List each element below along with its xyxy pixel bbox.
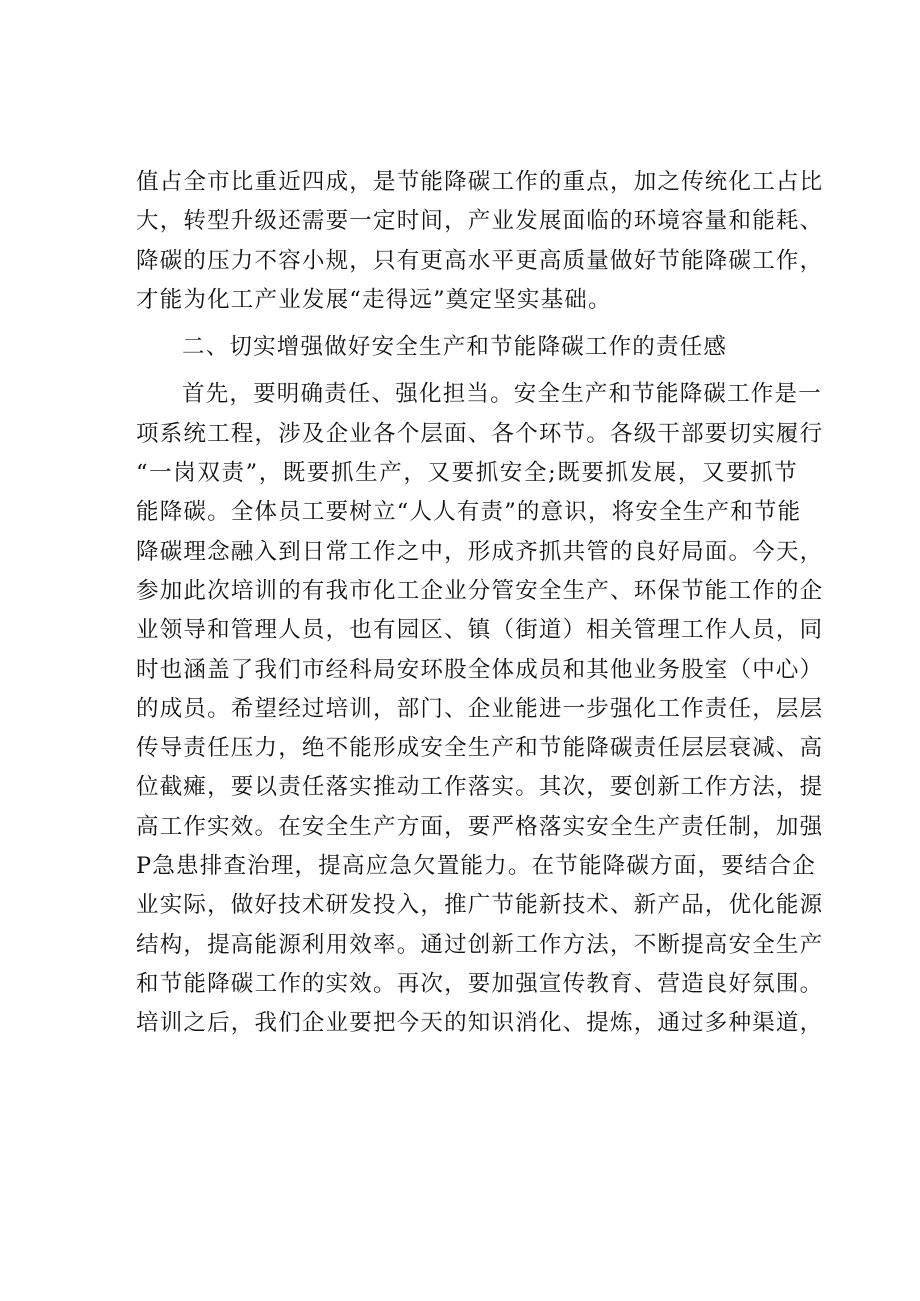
text-line: 降碳的压力不容小规，只有更高水平更高质量做好节能降碳工作， — [136, 247, 824, 274]
text-line: “一岗双责”，既要抓生产，又要抓安全;既要抓发展，又要抓节 — [136, 460, 798, 487]
text-line: 首先，要明确责任、强化担当。安全生产和节能降碳工作是一 — [182, 381, 822, 408]
text-line: 参加此次培训的有我市化工企业分管安全生产、环保节能工作的企 — [136, 577, 824, 604]
text-line: 高工作实效。在安全生产方面，要严格落实安全生产责任制，加强 — [136, 813, 824, 840]
text-line: 和节能降碳工作的实效。再次，要加强宣传教育、营造良好氛围。 — [136, 970, 824, 997]
text-line: 业实际，做好技术研发投入，推广节能新技术、新产品，优化能源 — [136, 892, 824, 919]
text-line: 结构，提高能源利用效率。通过创新工作方法，不断提高安全生产 — [136, 931, 824, 958]
text-line: 时也涵盖了我们市经科局安环股全体成员和其他业务股室（中心） — [136, 656, 824, 683]
paragraph-1 — [136, 163, 824, 320]
text-line: 值占全市比重近四成，是节能降碳工作的重点，加之传统化工占比 — [136, 169, 824, 195]
text-line: 位截瘫，要以责任落实推动工作落实。其次，要创新工作方法，提 — [136, 774, 824, 801]
text-line: 降碳理念融入到日常工作之中，形成齐抓共管的良好局面。今天， — [136, 538, 824, 565]
text-line: 的成员。希望经过培训，部门、企业能进一步强化工作责任，层层 — [136, 695, 824, 722]
text-line: 能降碳。全体员工要树立“人人有责”的意识，将安全生产和节能 — [136, 499, 802, 526]
paragraph-2 — [136, 375, 824, 1043]
text-line: 传导责任压力，绝不能形成安全生产和节能降碳责任层层衰减、高 — [136, 735, 824, 762]
text-line: 项系统工程，涉及企业各个层面、各个环节。各级干部要切实履行 — [136, 420, 824, 447]
text-line: 培训之后，我们企业要把今天的知识消化、提炼，通过多种渠道， — [136, 1010, 824, 1037]
text-line: 才能为化工产业发展“走得远”奠定坚实基础。 — [136, 286, 612, 313]
text-line: 大，转型升级还需要一定时间，产业发展面临的环境容量和能耗、 — [136, 208, 824, 235]
section-heading: 二、切实增强做好安全生产和节能降碳工作的责任感 — [182, 334, 728, 361]
text-line: 业领导和管理人员，也有园区、镇（街道）相关管理工作人员，同 — [136, 617, 824, 644]
text-line: P急患排查治理，提高应急欠置能力。在节能降碳方面，要结合企 — [136, 853, 816, 880]
body-text — [136, 163, 824, 1044]
